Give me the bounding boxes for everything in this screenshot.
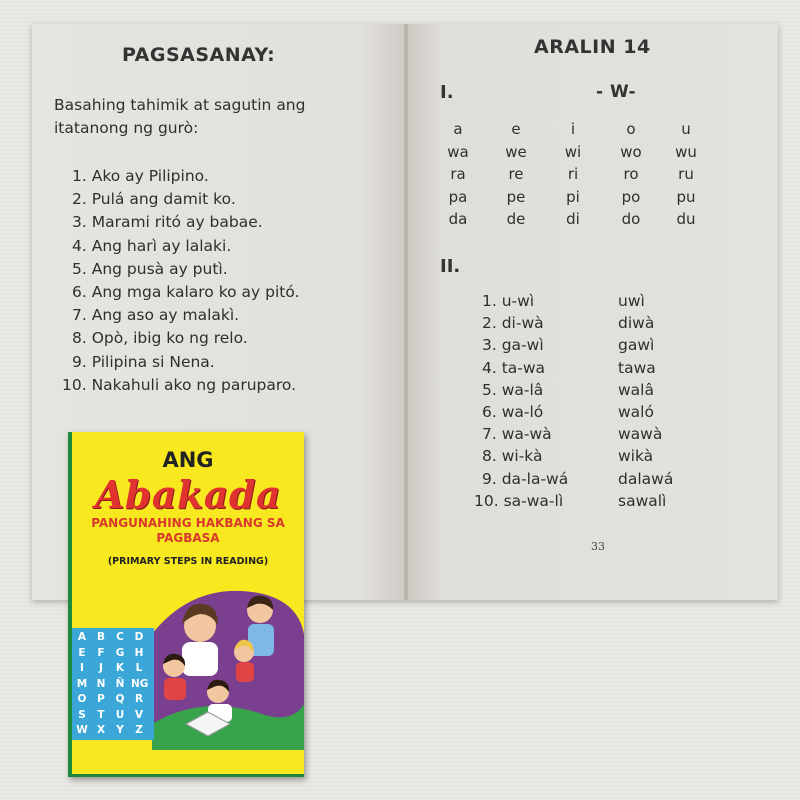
right-page — [406, 24, 778, 600]
alphabet-letter: I — [80, 662, 84, 674]
syllable-cell: a — [453, 120, 463, 138]
sentence-item: 4. Ang harì ay lalaki. — [72, 236, 232, 255]
alphabet-grid — [72, 628, 154, 740]
word-whole: diwà — [618, 314, 655, 333]
word-split: 6. wa-ló — [482, 403, 544, 421]
alphabet-letter: Y — [116, 724, 124, 736]
word-split: 7. wa-wà — [482, 425, 552, 444]
cover-subtitle-english: (PRIMARY STEPS IN READING) — [107, 556, 269, 567]
syllable-cell: wo — [620, 142, 642, 161]
instruction-line-1: Basahing tahimik at sagutin ang — [54, 96, 306, 114]
section-1-label: I. — [440, 82, 454, 103]
syllable-cell: e — [511, 120, 521, 138]
syllable-cell: po — [621, 187, 641, 206]
alphabet-letter: O — [77, 693, 87, 705]
syllable-cell: de — [506, 210, 526, 228]
alphabet-letter: Q — [115, 693, 125, 705]
syllable-cell: ru — [678, 165, 694, 183]
sentence-item: 5. Ang pusà ay putì. — [72, 259, 228, 278]
alphabet-letter: W — [76, 724, 88, 736]
word-whole: waló — [618, 403, 654, 421]
cover-subtitle-line-2: PAGBASA — [156, 531, 220, 545]
alphabet-letter: H — [134, 646, 144, 659]
word-whole: tawa — [618, 358, 656, 377]
alphabet-letter: E — [78, 646, 86, 659]
alphabet-letter: P — [97, 693, 105, 705]
sentence-item: 10. Nakahuli ako ng paruparo. — [62, 375, 297, 394]
lesson-title: ARALIN 14 — [534, 36, 651, 58]
alphabet-letter: V — [134, 708, 144, 721]
syllable-cell: wi — [564, 142, 582, 161]
word-split: 8. wi-kà — [482, 447, 543, 466]
book-gutter — [404, 24, 408, 600]
alphabet-letter: G — [115, 646, 125, 659]
word-split: 1. u-wì — [482, 292, 535, 310]
cover-subtitle-line-1: PANGUNAHING HAKBANG SA — [91, 516, 285, 530]
syllable-cell: do — [621, 210, 641, 228]
sentence-item: 3. Marami ritó ay babae. — [72, 213, 263, 232]
word-whole: wawà — [618, 425, 663, 444]
alphabet-letter: Ñ — [115, 677, 125, 690]
syllable-cell: ra — [450, 165, 466, 183]
alphabet-letter: U — [115, 708, 125, 721]
children-reading-illustration — [152, 574, 304, 750]
alphabet-letter: X — [96, 724, 106, 736]
alphabet-letter: S — [78, 708, 86, 721]
sentence-item: 7. Ang aso ay malakì. — [72, 306, 240, 325]
sentence-item: 8. Opò, ibig ko ng relo. — [72, 329, 248, 348]
syllable-cell: re — [508, 165, 524, 183]
word-whole: gawì — [618, 336, 655, 355]
syllable-cell: wa — [447, 142, 469, 161]
alphabet-letter: N — [96, 677, 106, 690]
syllable-cell: i — [570, 120, 576, 138]
alphabet-letter: NG — [131, 677, 149, 690]
word-split: 2. di-wà — [482, 314, 544, 333]
word-whole: sawalì — [618, 491, 667, 510]
alphabet-letter: D — [134, 631, 144, 643]
cover-title: Abakada — [94, 472, 282, 517]
alphabet-letter: B — [96, 631, 105, 643]
alphabet-letter: F — [97, 646, 105, 659]
alphabet-letter: C — [116, 631, 124, 643]
alphabet-letter: J — [99, 662, 103, 674]
word-split: 4. ta-wa — [482, 358, 546, 377]
alphabet-letter: L — [135, 662, 143, 674]
page-number: 33 — [591, 540, 605, 553]
syllable-cell: u — [681, 120, 691, 138]
syllable-cell: du — [676, 210, 696, 228]
alphabet-letter: T — [97, 708, 105, 721]
sentence-item: 6. Ang mga kalaro ko ay pitó. — [72, 283, 300, 301]
cover-subtitle — [72, 516, 304, 546]
syllable-cell: wu — [675, 142, 697, 161]
word-split: 9. da-la-wá — [482, 469, 569, 488]
syllable-cell: ri — [567, 165, 579, 183]
word-whole: walâ — [618, 380, 654, 399]
syllable-cell: di — [566, 210, 580, 228]
word-whole: dalawá — [618, 469, 674, 488]
alphabet-letter: K — [115, 662, 125, 674]
syllable-cell: pe — [506, 187, 526, 206]
syllable-cell: ro — [623, 165, 639, 183]
syllable-cell: pa — [448, 187, 468, 206]
word-split: 3. ga-wì — [482, 336, 544, 355]
syllable-cell: da — [448, 210, 468, 228]
alphabet-letter: R — [134, 693, 144, 705]
sentence-item: 1. Ako ay Pilipino. — [72, 167, 209, 185]
word-split: 10. sa-wa-lì — [474, 491, 564, 510]
instruction-line-2: itatanong ng gurò: — [54, 119, 199, 137]
sentence-item: 2. Pulá ang damit ko. — [72, 190, 236, 209]
sentence-item: 9. Pilipina si Nena. — [72, 352, 215, 371]
word-whole: uwì — [618, 292, 645, 310]
alphabet-letter: Z — [135, 724, 143, 736]
alphabet-letter: M — [76, 677, 88, 690]
word-whole: wikà — [618, 447, 654, 466]
exercise-title: PAGSASANAY: — [122, 44, 276, 66]
syllable-cell: pi — [566, 187, 580, 206]
syllable-cell: pu — [676, 187, 696, 206]
syllable-cell: we — [505, 142, 527, 161]
section-2-label: II. — [440, 256, 461, 277]
book-cover — [68, 432, 304, 777]
alphabet-letter: A — [77, 631, 87, 643]
cover-ang: ANG — [162, 448, 214, 472]
section-1-heading: - W- — [596, 82, 637, 102]
word-split: 5. wa-lâ — [482, 380, 544, 399]
syllable-cell: o — [626, 120, 636, 138]
